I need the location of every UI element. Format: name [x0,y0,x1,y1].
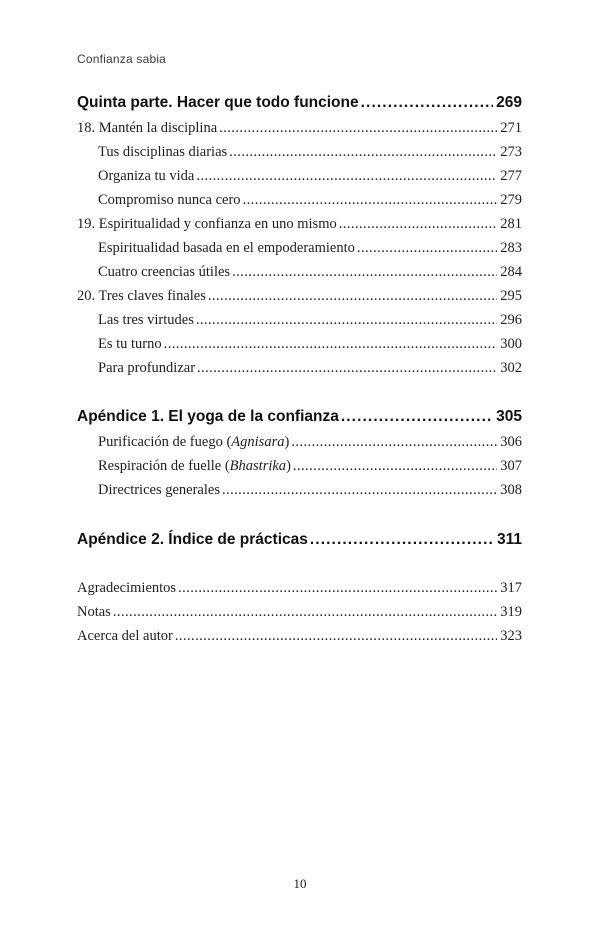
dot-leader [196,312,497,329]
toc-entry-title: Compromiso nunca cero [98,192,241,208]
toc-entry-page: 273 [500,144,522,160]
toc-entry-title: 18. Mantén la disciplina [77,120,218,136]
toc-entry-title-sanskrit: Agnisara [231,434,285,450]
toc-section-espiritualidad-empoderamiento[interactable] [98,240,522,257]
toc-entry-page: 284 [500,264,522,280]
toc-section-es-tu-turno[interactable] [98,336,522,353]
toc-section-tres-virtudes[interactable] [98,312,522,329]
toc-entry-page: 281 [500,216,522,232]
toc-entry-title-sanskrit: Bhastrika [229,458,287,474]
toc-chapter-19[interactable] [77,216,522,233]
toc-entry-title: Notas [77,604,111,620]
dot-leader [357,240,497,257]
dot-leader [293,458,497,475]
toc-entry-title: Directrices generales [98,482,220,498]
toc-entry-page: 302 [500,360,522,376]
dot-leader [229,144,497,161]
toc-section-para-profundizar[interactable] [98,360,522,377]
dot-leader [232,264,497,281]
toc-entry-page: 305 [496,408,522,425]
dot-leader [339,216,498,233]
toc-entry-title: Para profundizar [98,360,196,376]
toc-section-cuatro-creencias[interactable] [98,264,522,281]
toc-entry-page: 296 [500,312,522,328]
dot-leader [196,168,497,185]
toc-entry-page: 308 [500,482,522,498]
toc-entry-title: Purificación de fuego (Agnisara) [98,434,290,450]
toc-entry-page: 269 [496,94,522,111]
dot-leader [175,628,497,645]
dot-leader [361,94,494,112]
toc-entry-title: Las tres virtudes [98,312,194,328]
toc-entry-page: 300 [500,336,522,352]
toc-part-apendice-2[interactable] [77,531,522,549]
toc-entry-page: 317 [500,580,522,596]
dot-leader [164,336,498,353]
toc-section-disciplinas-diarias[interactable] [98,144,522,161]
toc-entry-title: Espiritualidad basada en el empoderamiento [98,240,355,256]
toc-entry-agradecimientos[interactable] [77,580,522,597]
dot-leader [197,360,497,377]
dot-leader [113,604,497,621]
toc-entry-page: 279 [500,192,522,208]
toc-section-directrices[interactable] [98,482,522,499]
toc-chapter-18[interactable] [77,120,522,137]
toc-entry-title: Cuatro creencias útiles [98,264,231,280]
toc-entry-page: 306 [500,434,522,450]
dot-leader [341,408,493,426]
toc-entry-page: 295 [500,288,522,304]
dot-leader [178,580,497,597]
toc-section-compromiso[interactable] [98,192,522,209]
dot-leader [222,482,497,499]
dot-leader [243,192,498,209]
running-head: Confianza sabia [77,52,167,66]
toc-entry-page: 283 [500,240,522,256]
toc-entry-title: 20. Tres claves finales [77,288,206,304]
toc-entry-page: 323 [500,628,522,644]
toc-entry-acerca-del-autor[interactable] [77,628,522,645]
toc-entry-title: Agradecimientos [77,580,177,596]
toc-entry-page: 307 [500,458,522,474]
toc-entry-title: Acerca del autor [77,628,173,644]
dot-leader [208,288,497,305]
toc-entry-page: 277 [500,168,522,184]
toc-entry-title: Es tu turno [98,336,162,352]
page-number: 10 [293,876,307,891]
toc-entry-title-text: Respiración de fuelle [98,458,222,474]
toc-part-apendice-1[interactable] [77,408,522,426]
toc-section-organiza-tu-vida[interactable] [98,168,522,185]
dot-leader [219,120,497,137]
toc-entry-title: Apéndice 2. Índice de prácticas [77,531,308,548]
toc-entry-page: 311 [496,531,522,548]
toc-entry-page: 319 [500,604,522,620]
toc-chapter-20[interactable] [77,288,522,305]
toc-entry-title: Respiración de fuelle (Bhastrika) [98,458,291,474]
toc-entry-title: Apéndice 1. El yoga de la confianza [77,408,339,425]
dot-leader [291,434,497,451]
toc-entry-title: Organiza tu vida [98,168,195,184]
toc-entry-title: 19. Espiritualidad y confianza en uno mismo [77,216,337,232]
toc-section-purificacion-fuego[interactable] [98,434,522,451]
toc-entry-notas[interactable] [77,604,522,621]
dot-leader [310,531,494,549]
toc-entry-title: Tus disciplinas diarias [98,144,228,160]
toc-entry-title: Quinta parte. Hacer que todo funcione [77,94,359,111]
toc-entry-page: 271 [500,120,522,136]
toc-section-respiracion-fuelle[interactable] [98,458,522,475]
toc-part-quinta-parte[interactable] [77,94,522,112]
toc-entry-title-text: Purificación de fuego [98,434,223,450]
